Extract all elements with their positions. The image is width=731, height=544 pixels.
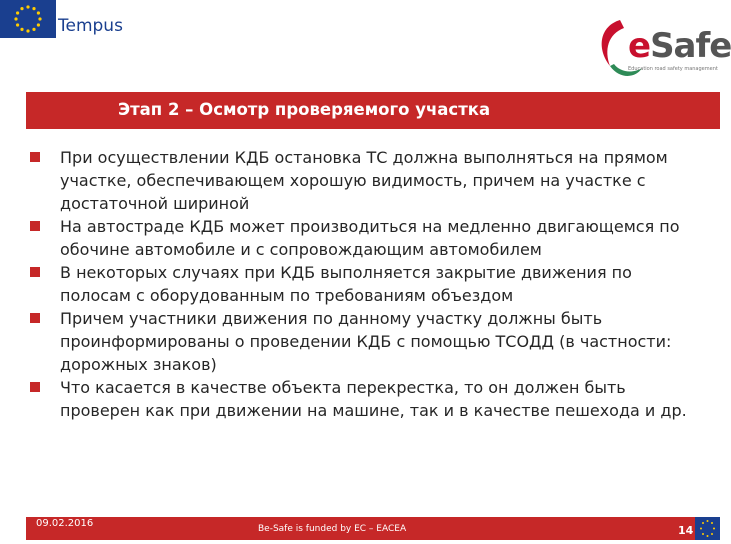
esafe-tagline: Education road safety management [628, 66, 718, 72]
title-bar [26, 92, 720, 129]
page-number: 14 [678, 524, 694, 537]
bullet-square-icon [30, 221, 40, 231]
eu-flag-logo [0, 0, 56, 38]
list-item [30, 376, 702, 422]
footer-funding-note: Be-Safe is funded by EC – EACEA [258, 524, 407, 534]
bullet-square-icon [30, 152, 40, 162]
tempus-logo-text: Tempus [58, 16, 123, 36]
bullet-text: Причем участники движения по данному участку должны быть проинформированы о проведении КДБ с помощью ТСОДД (в частности: дорожных знаков) [60, 309, 672, 374]
esafe-wordmark-rest: Safe [650, 26, 731, 66]
eu-stars-icon [0, 0, 56, 38]
bullet-text: При осуществлении КДБ остановка ТС должна выполняться на прямом участке, обеспечивающем хорошую видимость, причем на участке с достаточной шириной [60, 148, 668, 213]
list-item [30, 261, 702, 307]
bullet-text: Что касается в качестве объекта перекрестка, то он должен быть проверен как при движении на машине, так и в качестве пешехода и др. [60, 378, 687, 420]
esafe-wordmark-accent: e [628, 26, 651, 66]
slide-title-box [118, 98, 578, 122]
esafe-logo [590, 8, 731, 88]
bullet-square-icon [30, 313, 40, 323]
footer-eu-flag-icon [695, 517, 720, 540]
bullet-list [30, 146, 702, 422]
bullet-square-icon [30, 382, 40, 392]
bullet-text: В некоторых случаях при КДБ выполняется закрытие движения по полосам с оборудованным по требованиям объездом [60, 263, 632, 305]
bullet-text: На автостраде КДБ может производиться на медленно двигающемся по обочине автомобиле и с сопровождающим автомобилем [60, 217, 680, 259]
list-item [30, 215, 702, 261]
footer-eu-stars-icon [695, 517, 720, 540]
esafe-wordmark [628, 26, 731, 66]
slide-title: Этап 2 – Осмотр проверяемого участка [118, 100, 491, 119]
bullet-square-icon [30, 267, 40, 277]
list-item [30, 146, 702, 215]
list-item [30, 307, 702, 376]
footer-date: 09.02.2016 [36, 518, 94, 529]
